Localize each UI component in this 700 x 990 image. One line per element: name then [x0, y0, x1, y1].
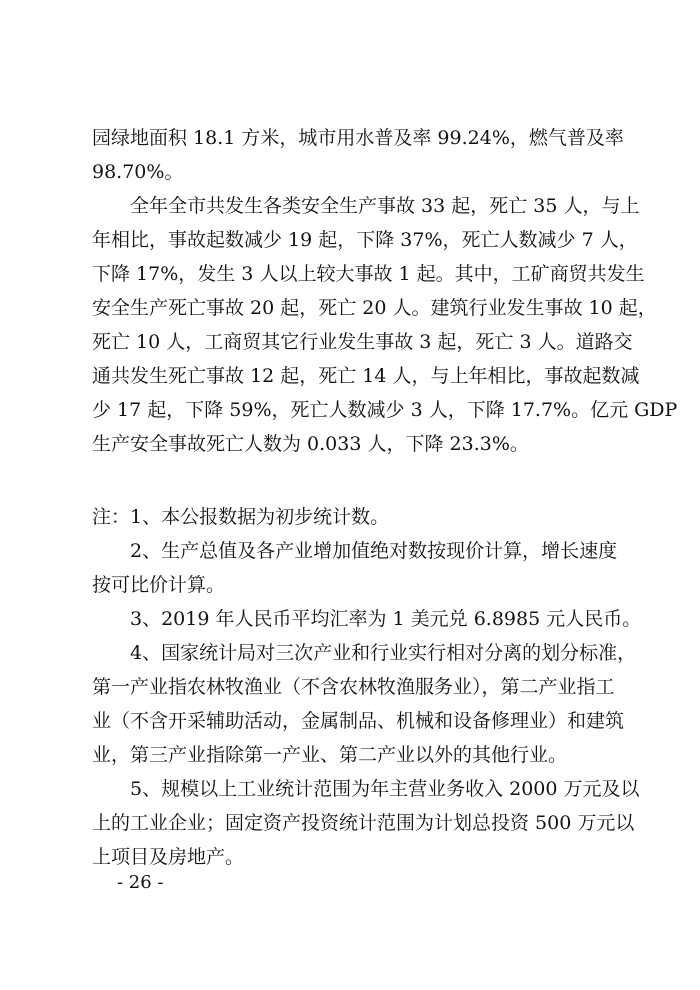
- text-line: 生产安全事故死亡人数为 0.033 人，下降 23.3%。: [92, 433, 529, 455]
- paragraph: [92, 189, 678, 461]
- text-line: 5、规模以上工业统计范围为年主营业务收入 2000 万元及以: [130, 778, 640, 800]
- text-line: 上的工业企业；固定资产投资统计范围为计划总投资 500 万元以: [92, 812, 635, 834]
- text-line: 通共发生死亡事故 12 起，死亡 14 人，与上年相比，事故起数减: [92, 365, 640, 387]
- text-line: 业，第三产业指除第一产业、第二产业以外的其他行业。: [92, 744, 568, 766]
- paragraph: [92, 121, 624, 189]
- text-line: 全年全市共发生各类安全生产事故 33 起，死亡 35 人，与上: [130, 195, 640, 217]
- note-item: [92, 534, 618, 602]
- text-line: 4、国家统计局对三次产业和行业实行相对分离的划分标准，: [130, 642, 637, 664]
- text-line: 第一产业指农林牧渔业（不含农林牧渔服务业），第二产业指工: [92, 676, 615, 698]
- text-line: 注：1、本公报数据为初步统计数。: [92, 506, 390, 528]
- text-line: 按可比价计算。: [92, 574, 226, 596]
- text-line: 3、2019 年人民币平均汇率为 1 美元兑 6.8985 元人民币。: [130, 608, 642, 630]
- page-number: - 26 -: [117, 872, 164, 893]
- note-item: [92, 602, 642, 636]
- note-item: [92, 500, 612, 534]
- text-line: 2、生产总值及各产业增加值绝对数按现价计算，增长速度: [130, 540, 618, 562]
- text-line: 少 17 起，下降 59%，死亡人数减少 3 人，下降 17.7%。亿元 GDP: [92, 399, 678, 421]
- note-item: [92, 636, 637, 772]
- text-line: 98.70%。: [92, 161, 184, 183]
- note-item: [92, 772, 640, 874]
- text-line: 园绿地面积 18.1 方米，城市用水普及率 99.24%，燃气普及率: [92, 127, 624, 149]
- body-text: [92, 121, 678, 461]
- text-line: 业（不含开采辅助活动，金属制品、机械和设备修理业）和建筑: [92, 710, 625, 732]
- text-line: 死亡 10 人，工商贸其它行业发生事故 3 起，死亡 3 人。道路交: [92, 331, 633, 353]
- text-line: 下降 17%，发生 3 人以上较大事故 1 起。其中，工矿商贸共发生: [92, 263, 645, 285]
- notes-section: [92, 500, 642, 874]
- text-line: 上项目及房地产。: [92, 846, 245, 868]
- text-line: 安全生产死亡事故 20 起，死亡 20 人。建筑行业发生事故 10 起，: [92, 297, 657, 319]
- text-line: 年相比，事故起数减少 19 起，下降 37%，死亡人数减少 7 人，: [92, 229, 638, 251]
